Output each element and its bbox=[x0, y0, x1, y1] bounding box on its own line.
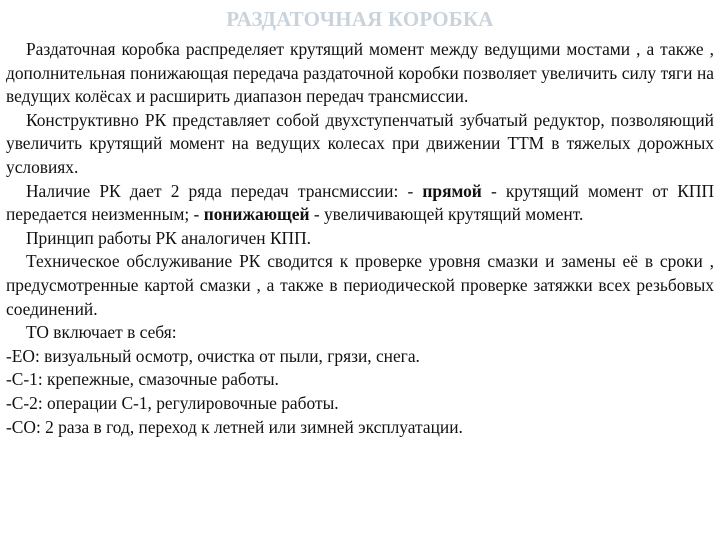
paragraph-maintenance: Техническое обслуживание РК сводится к проверке уровня смазки и замены её в сроки , предусмотренные картой смазки , а также в периодической проверке затяжки всех резьбовых соединений. bbox=[6, 251, 714, 319]
slide-title: РАЗДАТОЧНАЯ КОРОБКА bbox=[226, 7, 494, 31]
paragraph-gear-ranges bbox=[6, 180, 714, 227]
gear-ranges-text-3: - увеличивающей крутящий момент. bbox=[309, 204, 584, 225]
paragraph-definition: Раздаточная коробка распределяет крутящий момент между ведущими мостами , а также , дополнительная понижающая передача раздаточной коробки позволяет увеличить силу тяги на ведущих колёсах и расширить диапазон передач трансмиссии. bbox=[6, 39, 714, 107]
maintenance-item-c2: -С-2: операции С-1, регулировочные работы. bbox=[6, 392, 339, 413]
maintenance-heading: ТО включает в себя: bbox=[26, 322, 177, 343]
gear-reduction-term: понижающей bbox=[203, 204, 310, 225]
gear-ranges-text-1: Наличие РК дает 2 ряда передач трансмиссии: - bbox=[26, 180, 423, 201]
paragraph-principle: Принцип работы РК аналогичен КПП. bbox=[26, 227, 312, 248]
slide-body bbox=[6, 38, 714, 439]
gear-ranges-text-2: - крутящий момент от КПП передается неизменным; - bbox=[6, 180, 714, 225]
paragraph-construction: Конструктивно РК представляет собой двухступенчатый зубчатый редуктор, позволяющий увеличить крутящий момент на ведущих колесах при движении ТТМ в тяжелых дорожных условиях. bbox=[6, 109, 714, 177]
gear-direct-term: прямой bbox=[422, 180, 482, 201]
maintenance-item-co: -СО: 2 раза в год, переход к летней или зимней эксплуатации. bbox=[6, 416, 463, 437]
maintenance-item-eo: -ЕО: визуальный осмотр, очистка от пыли, грязи, снега. bbox=[6, 345, 420, 366]
maintenance-item-c1: -С-1: крепежные, смазочные работы. bbox=[6, 369, 279, 390]
